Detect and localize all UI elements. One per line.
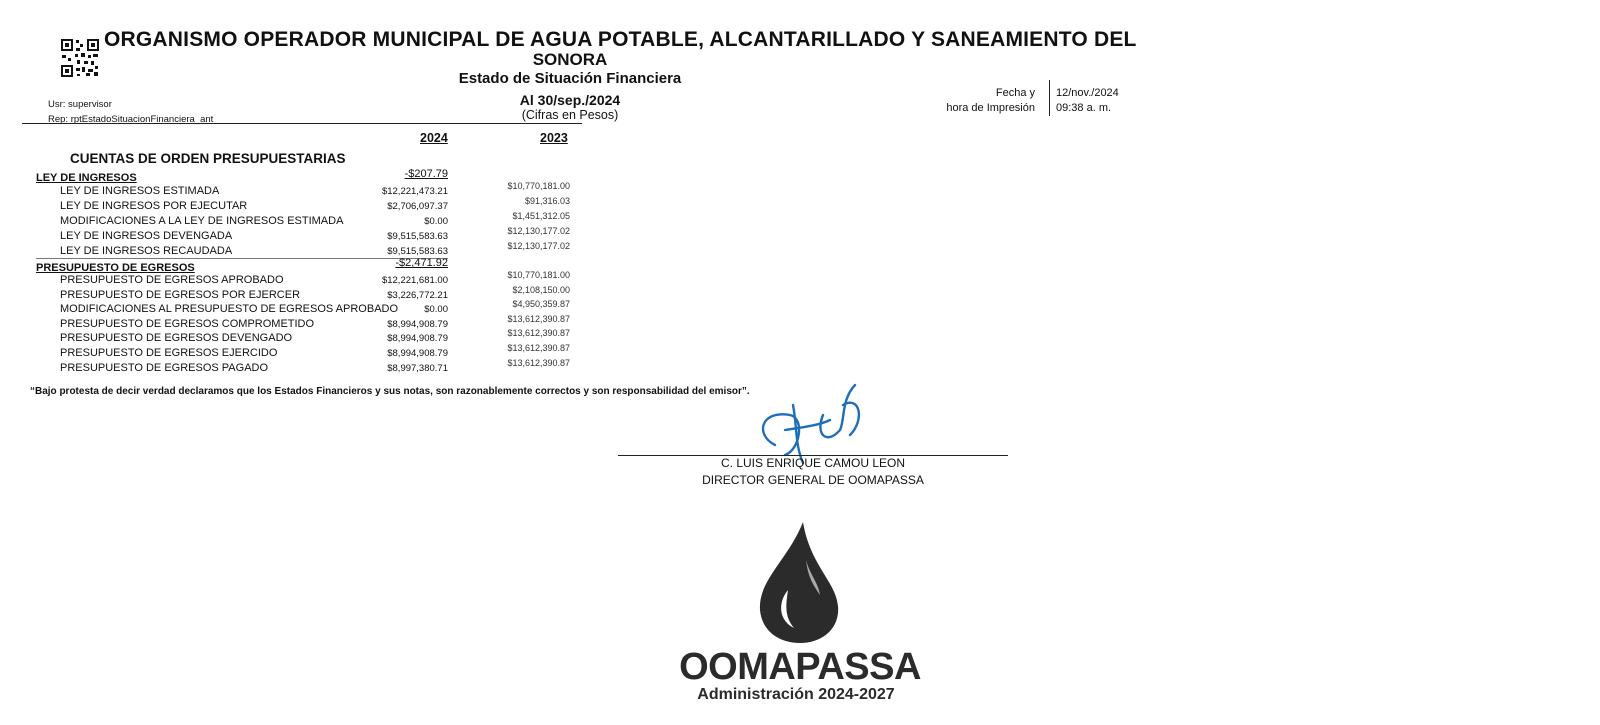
row-value-2024: $12,221,473.21 — [381, 186, 448, 197]
row-label: LEY DE INGRESOS ESTIMADA — [60, 185, 220, 197]
row-label: PRESUPUESTO DE EGRESOS DEVENGADO — [60, 332, 293, 345]
organization-title: ORGANISMO OPERADOR MUNICIPAL DE AGUA POTABLE, ALCANTARILLADO Y SANEAMIENTO DEL — [104, 28, 1137, 51]
row-value-2024: $0.00 — [424, 304, 448, 316]
logo-subtitle: Administración 2024-2027 — [697, 686, 895, 703]
report-date: Al 30/sep./2024 — [519, 92, 621, 108]
print-divider — [1049, 80, 1050, 116]
row-label: PRESUPUESTO DE EGRESOS PAGADO — [60, 361, 269, 374]
user-label: Usr: supervisor — [48, 99, 112, 110]
row-value-2024: $3,226,772.21 — [387, 289, 448, 301]
row-value-2024: $9,515,583.63 — [387, 246, 448, 257]
row-value-2023: $13,612,390.87 — [507, 343, 570, 353]
row-value-2023: $2,108,150.00 — [512, 284, 570, 295]
print-datetime-value — [1056, 86, 1119, 116]
print-label-2: hora de Impresión — [946, 102, 1035, 114]
signer-role: DIRECTOR GENERAL DE OOMAPASSA — [702, 473, 924, 487]
row-label: PRESUPUESTO DE EGRESOS COMPROMETIDO — [60, 317, 315, 330]
column-header-2024: 2024 — [420, 131, 448, 145]
column-header-2023: 2023 — [540, 131, 568, 145]
group-total-egresos: -$2,471.92 — [395, 257, 448, 269]
print-date: 12/nov./2024 — [1056, 87, 1119, 99]
protest-statement: “Bajo protesta de decir verdad declaramos que los Estados Financieros y sus notas, son razonablemente correctos y son responsabilidad del emisor”. — [30, 386, 750, 397]
row-value-2023: $4,950,359.87 — [512, 299, 570, 310]
row-value-2023: $13,612,390.87 — [507, 328, 570, 339]
row-label: PRESUPUESTO DE EGRESOS POR EJERCER — [60, 288, 301, 301]
row-value-2024: $2,706,097.37 — [387, 201, 448, 212]
signer-name: C. LUIS ENRIQUE CAMOU LEON — [720, 456, 906, 470]
water-drop-logo-icon — [748, 520, 848, 645]
logo-brand-name: OOMAPASSA — [679, 646, 921, 688]
row-value-2023: $12,130,177.02 — [507, 226, 570, 236]
row-value-2024: $9,515,583.63 — [387, 231, 448, 242]
row-label: LEY DE INGRESOS RECAUDADA — [60, 245, 233, 257]
row-label: PRESUPUESTO DE EGRESOS EJERCIDO — [60, 347, 278, 359]
row-value-2023: $10,770,181.00 — [507, 181, 570, 191]
group-title-ingresos: LEY DE INGRESOS — [36, 172, 137, 184]
row-value-2024: $8,994,908.79 — [387, 348, 448, 359]
row-value-2024: $8,997,380.71 — [387, 362, 448, 374]
row-label: LEY DE INGRESOS POR EJECUTAR — [60, 200, 248, 212]
row-label: PRESUPUESTO DE EGRESOS APROBADO — [60, 274, 284, 286]
group-divider — [36, 258, 448, 259]
row-value-2024: $8,994,908.79 — [387, 318, 448, 330]
print-datetime-label — [946, 86, 1035, 116]
row-value-2023: $13,612,390.87 — [507, 357, 570, 368]
row-value-2023: $13,612,390.87 — [507, 313, 570, 324]
print-label-1: Fecha y — [995, 87, 1035, 99]
row-value-2023: $91,316.03 — [524, 196, 570, 206]
group-total-ingresos: -$207.79 — [404, 168, 448, 180]
row-value-2023: $1,451,312.05 — [512, 211, 570, 221]
row-value-2024: $8,994,908.79 — [387, 333, 448, 345]
header-divider — [22, 123, 582, 124]
report-id-label: Rep: rptEstadoSituacionFinanciera_ant — [48, 114, 214, 125]
row-value-2024: $12,221,681.00 — [381, 275, 448, 286]
row-label: LEY DE INGRESOS DEVENGADA — [60, 230, 233, 242]
row-value-2023: $10,770,181.00 — [507, 270, 570, 280]
row-value-2023: $12,130,177.02 — [507, 241, 570, 251]
group-title-egresos: PRESUPUESTO DE EGRESOS — [36, 262, 195, 274]
row-value-2024: $0.00 — [424, 216, 448, 227]
row-label: MODIFICACIONES A LA LEY DE INGRESOS ESTIMADA — [60, 215, 344, 227]
report-units: (Cifras en Pesos) — [521, 108, 619, 122]
report-subtitle: Estado de Situación Financiera — [458, 70, 682, 87]
section-title: CUENTAS DE ORDEN PRESUPUESTARIAS — [70, 151, 346, 166]
organization-title-line2: SONORA — [532, 50, 608, 69]
print-time: 09:38 a. m. — [1056, 102, 1112, 114]
row-label: MODIFICACIONES AL PRESUPUESTO DE EGRESOS APROBADO — [60, 303, 399, 316]
